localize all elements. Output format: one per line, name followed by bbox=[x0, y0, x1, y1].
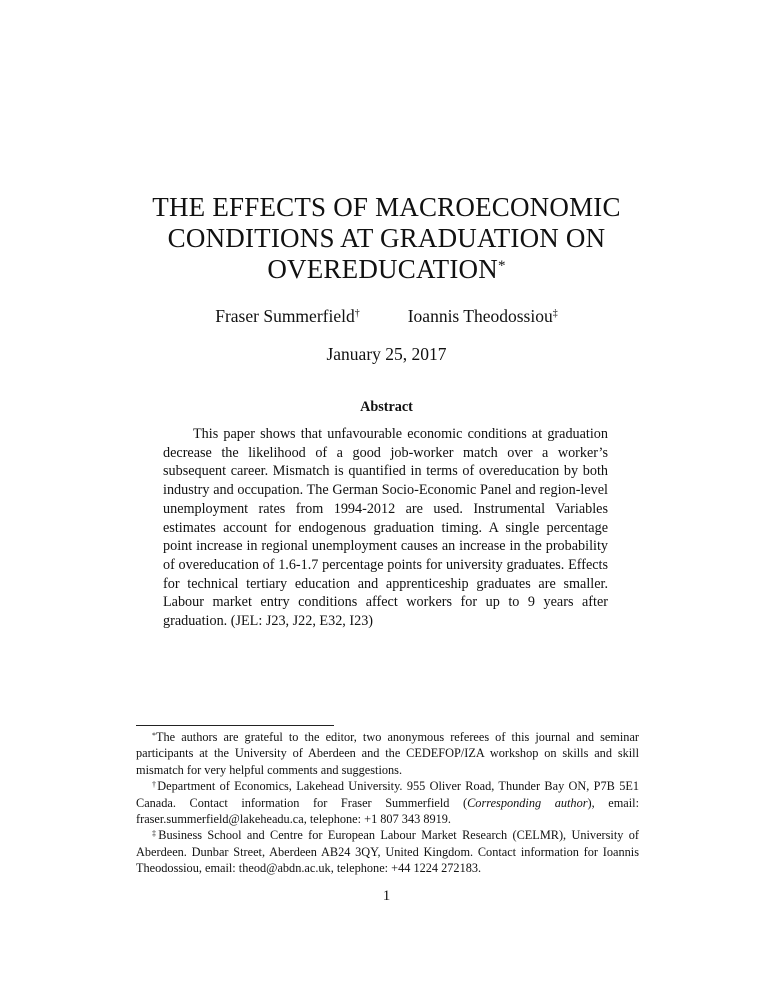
footnote bbox=[136, 778, 639, 827]
page-number: 1 bbox=[382, 888, 391, 904]
abstract-text: This paper shows that unfavourable economic conditions at graduation decrease the likelihood of a good job-worker match over a worker’s subsequent career. Mismatch is quantified in terms of overeducation by both industry and occupation. The German Socio-Economic Panel and region-level unemployment rates from 1994-2012 are used. Instrumental Variables estimates account for endogenous graduation timing. A single percentage point increase in regional unemployment causes an increase in the probability of overeducation of 1.6-1.7 percentage points for university graduates. Effects for technical tertiary education and apprenticeship graduates are smaller. Labour market entry conditions affect workers for up to 9 years after graduation. (JEL: J23, J22, E32, I23) bbox=[163, 426, 608, 630]
footnote bbox=[136, 729, 639, 778]
footnote-text: Department of Economics, Lakehead University. 955 Oliver Road, Thunder Bay ON, P7B 5E1 Canada. Contact information for Fraser Summerfield ( bbox=[136, 779, 640, 810]
title-text: OVEREDUCATION bbox=[267, 254, 498, 284]
title-line bbox=[100, 254, 673, 285]
abstract-heading: Abstract bbox=[360, 399, 413, 415]
author-name: Fraser Summerfield bbox=[215, 306, 355, 326]
author bbox=[215, 305, 359, 327]
footnote-marker: † bbox=[152, 780, 158, 790]
title-line: THE EFFECTS OF MACROECONOMIC bbox=[152, 192, 621, 222]
title-line: CONDITIONS AT GRADUATION ON bbox=[167, 223, 606, 253]
author-name: Ioannis Theodossiou bbox=[407, 306, 553, 326]
footnotes bbox=[136, 729, 639, 877]
author-footnote-marker: † bbox=[354, 308, 360, 319]
footnote bbox=[136, 827, 639, 876]
footnote-emphasis: Corresponding author bbox=[467, 795, 588, 810]
footnote-marker: ‡ bbox=[152, 829, 159, 839]
author-list bbox=[0, 305, 773, 327]
footnote-marker: * bbox=[152, 731, 156, 740]
author bbox=[408, 305, 558, 327]
publication-date: January 25, 2017 bbox=[326, 344, 447, 364]
paper-title bbox=[100, 192, 673, 285]
footnote-divider bbox=[136, 725, 334, 726]
author-footnote-marker: ‡ bbox=[552, 308, 558, 319]
title-footnote-marker: * bbox=[497, 258, 506, 274]
footnote-text: ), email: fraser.summerfield@lakeheadu.ca, telephone: +1 807 343 8919. bbox=[136, 795, 639, 827]
footnote-text: Business School and Centre for European Labour Market Research (CELMR), University of Aberdeen. Dunbar Street, Aberdeen AB24 3QY, United Kingdom. Contact information for Ioannis Theodossiou, email: theod@abdn.ac.uk, telephone: +44 1224 272183. bbox=[136, 828, 640, 876]
footnote-text: The authors are grateful to the editor, two anonymous referees of this journal and seminar participants at the University of Aberdeen and the CEDEFOP/IZA workshop on skills and skill mismatch for very helpful comments and suggestions. bbox=[136, 730, 639, 777]
